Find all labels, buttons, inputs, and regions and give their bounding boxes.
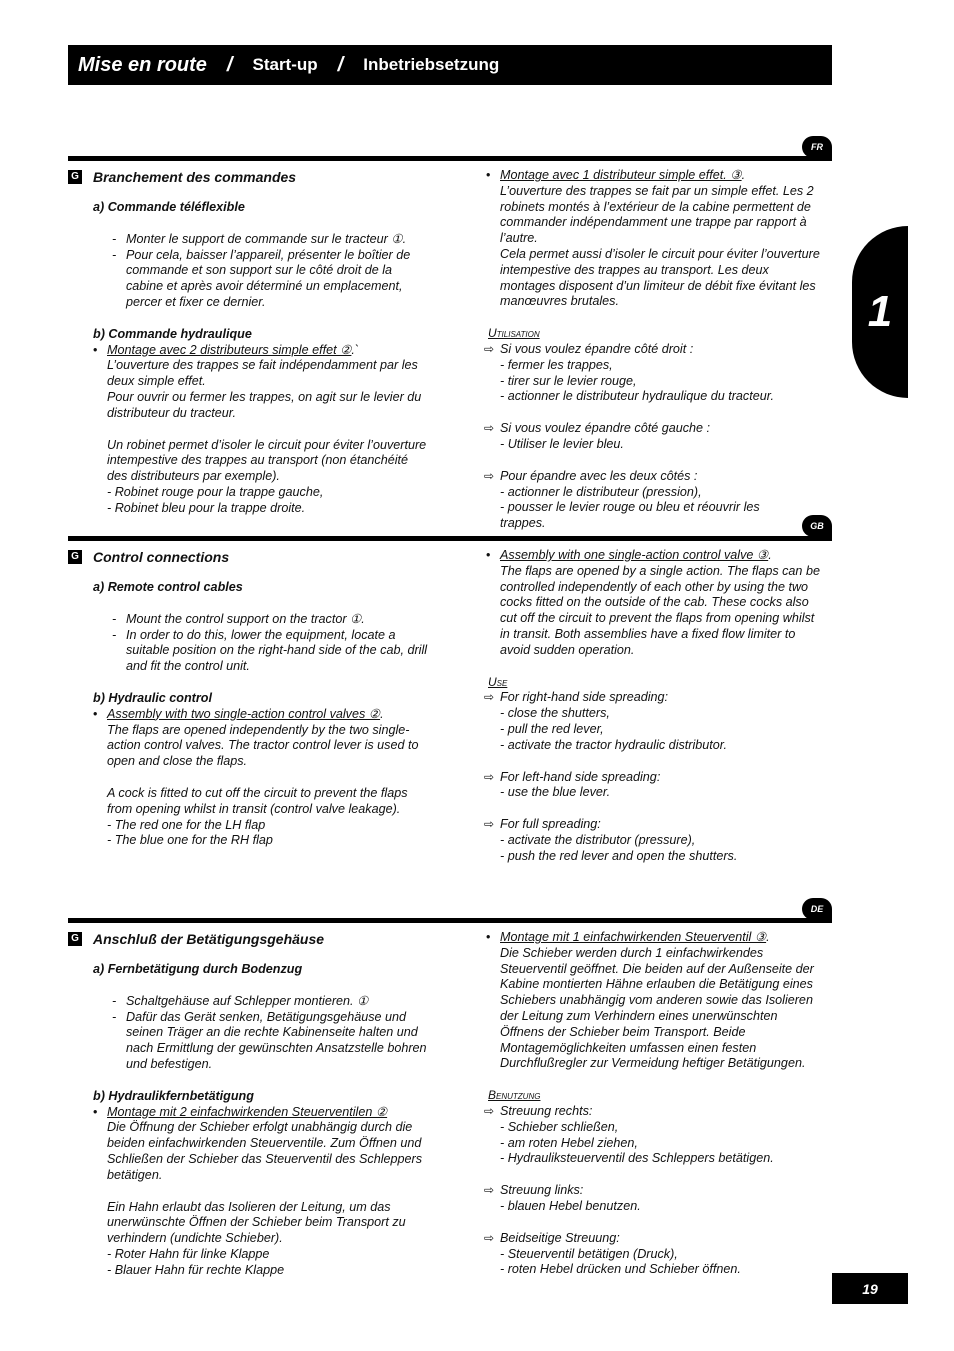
fr-right-column [484,168,824,532]
paragraph-line: L’ouverture des trappes se fait indépendamment par les deux simple effet. [107,358,418,389]
paragraph-line: L’ouverture des trappes se fait par un simple effet. Les 2 robinets montés à l’extérieur de la cabine permettent de commander indépendamment une trappe par rapport à l’autre. [500,183,814,246]
section-rule-gb [68,536,832,541]
use-step: - close the shutters, [500,706,610,721]
paragraph-line: The flaps are opened independently by the two single-action control valves. The tractor control lever is used to open and close the flaps. [107,722,419,769]
use-step: - fermer les trappes, [500,357,613,372]
bullet-icon: • [486,168,491,182]
use-instruction-text: Beidseitige Streuung: [500,1230,620,1245]
use-instruction-text: For right-hand side spreading: [500,690,669,705]
paragraph-line: - Robinet bleu pour la trappe droite. [107,500,306,515]
section-title-text: Control connections [93,549,230,565]
list-item: - Mount the control support on the tractor ①. [112,612,428,628]
bullet-item [93,1105,428,1121]
bullet-title: Montage mit 1 einfachwirkenden Steuerventil ③ [500,930,767,944]
paragraph-line: - Robinet rouge pour la trappe gauche, [107,484,324,499]
page-header [68,45,832,85]
use-step: - Hydrauliksteuerventil des Schleppers betätigen. [500,1151,774,1166]
arrow-right-icon: ⇨ [484,1183,495,1198]
bullet-icon: • [93,342,98,357]
use-step: - Steuerventil betätigen (Druck), [500,1246,678,1261]
arrow-right-icon: ⇨ [484,769,495,784]
paragraph-line: Die Öffnung der Schieber erfolgt unabhängig durch die beiden einfachwirkenden Steuerventile. Zum Öffnen und Schließen der Schieber das Steuerventil des Schleppers betätigen. [107,1120,423,1182]
subheading-b: b) Hydraulikfernbetätigung [93,1088,254,1103]
use-instruction [484,1104,824,1120]
list-item: - Schaltgehäuse auf Schlepper montieren. ① [112,994,428,1010]
use-step: - Utiliser le levier bleu. [500,436,624,451]
paragraph-line: Un robinet permet d’isoler le circuit pour éviter l’ouverture intempestive des trappes au transport (non étanchéité des distributeurs par exemple). [107,437,427,484]
use-instruction-text: For full spreading: [500,817,601,832]
paragraph-line: Pour ouvrir ou fermer les trappes, on agit sur le levier du distributeur du tracteur. [107,389,422,420]
use-instruction [484,817,824,833]
bullet-title: Assembly with two single-action control valves ② [107,706,381,721]
paragraph-line: A cock is fitted to cut off the circuit to prevent the flaps from opening whilst in transit (control valve leakage). [107,785,408,816]
header-separator: / [337,53,344,76]
paragraph-line: Cela permet aussi d’isoler le circuit pour éviter l’ouverture intempestive des trappes au transport. Les deux montages disposent d’un limiteur de débit fixe évitant les manœuvres brutales. [500,246,820,309]
chapter-tab [852,226,908,398]
use-instruction [484,421,824,437]
section-title [68,548,428,566]
bullet-suffix: . [380,706,384,721]
bullet-item [93,707,428,723]
paragraph [107,438,428,517]
bullet-suffix: . [766,930,770,944]
use-instruction-text: Si vous voulez épandre côté droit : [500,341,694,356]
lang-badge-de: DE [802,898,832,920]
paragraph [107,723,428,770]
paragraph [500,564,824,659]
bullet-suffix: .` [351,342,360,357]
use-step: - pull the red lever, [500,721,604,736]
header-title-de: Inbetriebsetzung [363,55,500,74]
bullet-item [486,168,824,184]
paragraph-line: - Roter Hahn für linke Klappe [107,1246,270,1261]
use-step: - roten Hebel drücken und Schieber öffnen. [500,1262,741,1277]
use-instruction [484,1231,824,1247]
use-label: Benutzung [488,1088,541,1103]
use-step: - use the blue lever. [500,785,611,800]
bullet-title: Montage avec 1 distributeur simple effet. ③ [500,168,742,182]
use-instruction-text: For left-hand side spreading: [500,769,661,784]
section-marker-icon: G [68,170,82,184]
paragraph [500,184,824,310]
use-step: - tirer sur le levier rouge, [500,373,637,388]
use-step: - activate the tractor hydraulic distributor. [500,737,728,752]
lang-badge-gb: GB [802,515,832,537]
paragraph [107,1120,428,1183]
use-step: trappes. [500,516,546,531]
gb-left-column [68,548,428,849]
bullet-title: Montage avec 2 distributeurs simple effet ② [107,342,352,357]
paragraph [107,1200,428,1279]
bullet-title: Assembly with one single-action control valve ③ [500,548,769,562]
paragraph-line: - The red one for the LH flap [107,817,266,832]
use-step: - Schieber schließen, [500,1119,619,1134]
arrow-right-icon: ⇨ [484,1103,495,1118]
use-instruction-text: Pour épandre avec les deux côtés : [500,468,698,483]
use-instruction-text: Si vous voulez épandre côté gauche : [500,421,711,436]
use-step: - actionner le distributeur (pression), [500,484,702,499]
bullet-item [486,548,824,564]
page-number: 19 [832,1273,908,1304]
bullet-icon: • [93,706,98,721]
arrow-right-icon: ⇨ [484,468,495,483]
use-label: Utilisation [488,326,540,341]
use-step: - actionner le distributeur hydraulique du tracteur. [500,389,774,404]
section-title [68,930,428,948]
use-step: - blauen Hebel benutzen. [500,1198,641,1213]
paragraph-line: The flaps are opened by a single action. The flaps can be controlled independently of each other by using the two cocks fitted on the outside of the cab. These cocks also cut off the circuit to prevent the flaps from opening whilst in transit. Both assemblies have a fixed flow limiter to avoid sudden operation. [500,563,820,657]
bullet-suffix: . [741,168,746,182]
chapter-number: 1 [867,287,893,336]
use-instruction [484,690,824,706]
section-marker-icon: G [68,550,82,564]
list-item: - In order to do this, lower the equipment, locate a suitable position on the right-hand side of the cab, drill and fit the control unit. [112,628,428,675]
use-instruction [484,770,824,786]
paragraph [107,786,428,849]
bullet-title: Montage mit 2 einfachwirkenden Steuerventilen ② [107,1104,388,1119]
bullet-item [93,343,428,359]
subheading-b: b) Hydraulic control [93,690,212,705]
list-item: - Dafür das Gerät senken, Betätigungsgehäuse und seinen Träger an die rechte Kabinenseite halten und nach Ermittlung der gewünschten Ansatzstelle bohren und befestigen. [112,1010,428,1073]
bullet-suffix: . [768,548,772,562]
use-instruction-text: Streuung rechts: [500,1103,593,1118]
section-title-text: Branchement des commandes [93,169,297,185]
section-rule-fr [68,156,832,161]
subheading-a: a) Commande téléflexible [93,200,245,214]
section-rule-de [68,918,832,923]
header-separator: / [226,53,233,76]
subheading-a: a) Remote control cables [93,580,243,594]
subheading-b: b) Commande hydraulique [93,326,252,341]
arrow-right-icon: ⇨ [484,690,495,705]
use-step: - push the red lever and open the shutters. [500,848,738,863]
use-step: - pousser le levier rouge ou bleu et réouvrir les [500,500,760,515]
section-title-text: Anschluß der Betätigungsgehäuse [93,931,325,947]
arrow-right-icon: ⇨ [484,421,495,436]
bullet-icon: • [486,930,491,944]
header-title-fr: Mise en route [78,53,207,76]
bullet-icon: • [486,548,491,562]
use-label: Use [488,674,508,689]
paragraph-line: - Blauer Hahn für rechte Klappe [107,1262,285,1277]
paragraph [500,946,824,1072]
paragraph-line: - The blue one for the RH flap [107,833,273,848]
de-left-column [68,930,428,1279]
paragraph [107,358,428,421]
de-right-column [484,930,824,1278]
bullet-item [486,930,824,946]
section-marker-icon: G [68,932,82,946]
list-item: - Monter le support de commande sur le tracteur ①. [112,232,428,248]
use-instruction [484,1183,824,1199]
arrow-right-icon: ⇨ [484,817,495,832]
bullet-icon: • [93,1104,98,1119]
paragraph-line: Die Schieber werden durch 1 einfachwirkendes Steuerventil geöffnet. Die beiden auf der Außenseite der Kabine montierten Hähne erlauben die Betätigung eines Schiebers unabhängig vom anderen sowie das Isolieren der Leitung zum Verhindern eines unerwünschten Öffnens der Schieber beim Transport. Beide Montagemöglichkeiten umfassen einen festen Durchflußregler zur Vermeidung heftiger Betätigungen. [500,945,814,1071]
use-step: - activate the distributor (pressure), [500,832,696,847]
section-title [68,168,428,186]
header-title-gb: Start-up [252,55,318,74]
use-instruction [484,342,824,358]
use-step: - am roten Hebel ziehen, [500,1135,638,1150]
lang-badge-fr: FR [802,136,832,158]
arrow-right-icon: ⇨ [484,1230,495,1245]
arrow-right-icon: ⇨ [484,341,495,356]
use-instruction-text: Streuung links: [500,1183,584,1198]
use-instruction [484,469,824,485]
fr-left-column [68,168,428,517]
list-item: - Pour cela, baisser l’appareil, présenter le boîtier de commande et son support sur le côté droit de la cabine et après avoir déterminé un emplacement, percer et fixer ce dernier. [112,248,428,311]
paragraph-line: Ein Hahn erlaubt das Isolieren der Leitung, um das unerwünschte Öffnen der Schieber beim Transport zu verhindern (undichte Schieber). [107,1199,406,1246]
subheading-a: a) Fernbetätigung durch Bodenzug [93,962,303,976]
gb-right-column [484,548,824,865]
